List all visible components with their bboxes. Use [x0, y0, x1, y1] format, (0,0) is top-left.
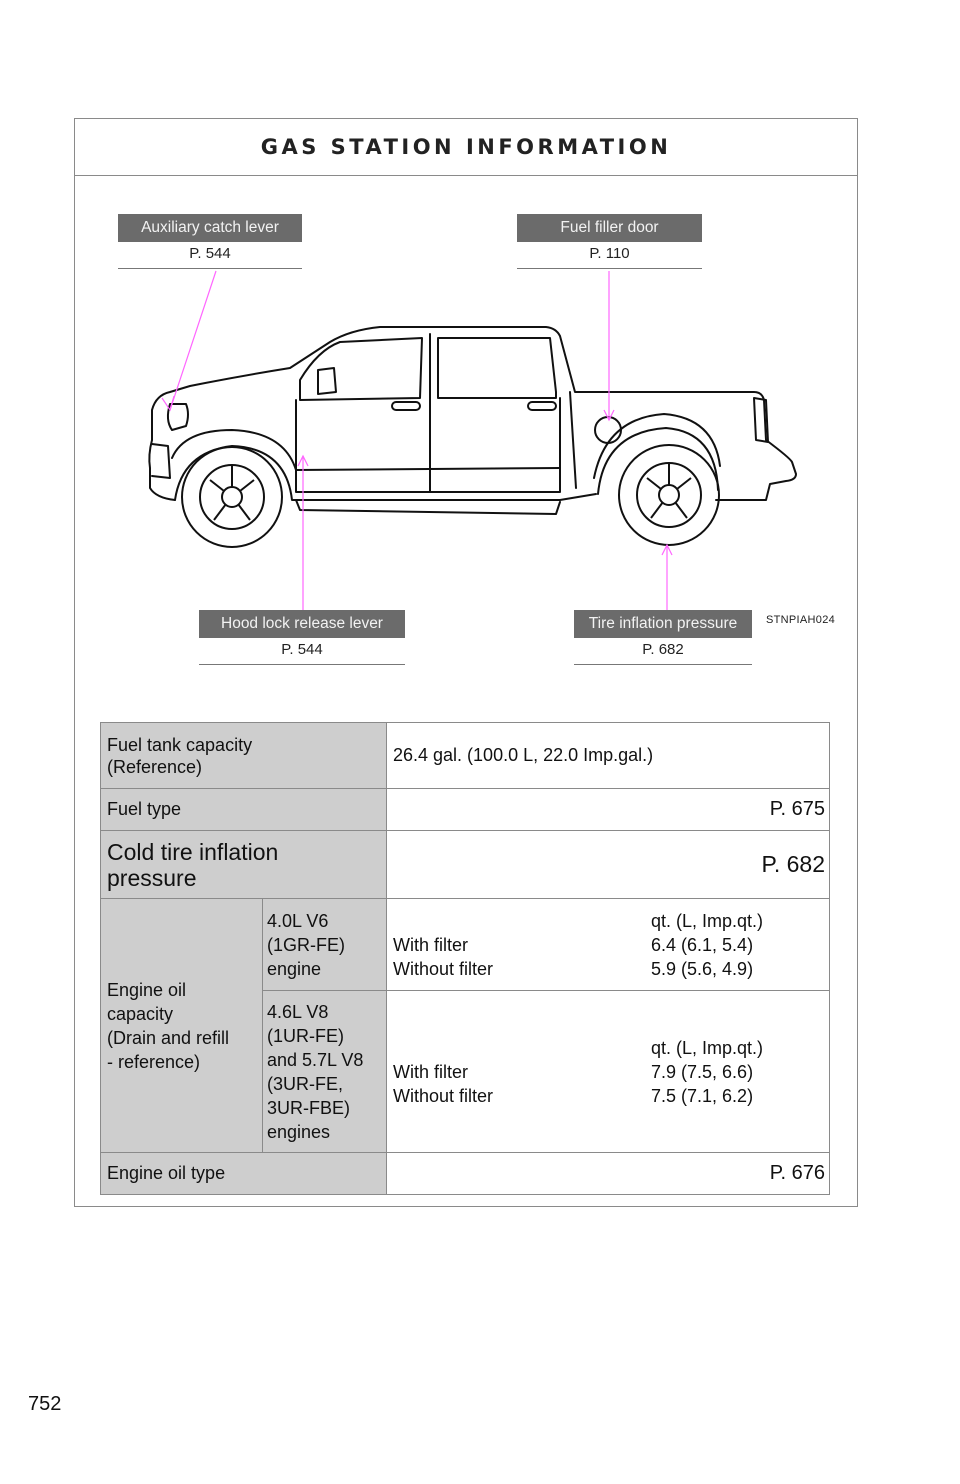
table-row-fuel-type [101, 789, 830, 831]
leader-aux-catch [170, 271, 216, 410]
oil-v8-rows: With filter Without filter [393, 1061, 494, 1106]
table-row-oil-type [101, 1153, 830, 1195]
callout-fuel-filler-door [517, 214, 702, 269]
callout-label: Fuel filler door [517, 214, 702, 242]
image-code: STNPIAH024 [766, 614, 836, 626]
fuel-type-label: Fuel type [101, 789, 387, 831]
table-row-cold-tire [101, 831, 830, 899]
engine-oil-type-value: P. 676 [387, 1153, 830, 1195]
callout-label: Tire inflation pressure [574, 610, 752, 638]
page-number: 752 [28, 1393, 62, 1415]
engine-v8-values [387, 991, 830, 1153]
cold-tire-value: P. 682 [387, 831, 830, 899]
callout-page-ref: P. 110 [517, 242, 702, 269]
rear-wheel [619, 445, 719, 545]
engine-v6-label: 4.0L V6 (1GR-FE) engine [263, 899, 387, 991]
oil-v6-amounts: qt. (L, Imp.qt.) 6.4 (6.1, 5.4) 5.9 (5.6, 4.9) [651, 910, 764, 979]
engine-oil-type-label: Engine oil type [101, 1153, 387, 1195]
callout-hood-lock-release-lever [199, 610, 405, 665]
engine-v6-values [387, 899, 830, 991]
table-row-fuel-capacity [101, 723, 830, 789]
callout-tire-inflation-pressure [574, 610, 752, 665]
engine-oil-capacity-label: Engine oil capacity (Drain and refill - reference) [101, 899, 263, 1153]
fuel-capacity-label: Fuel tank capacity (Reference) [101, 723, 387, 789]
callout-label: Auxiliary catch lever [118, 214, 302, 242]
callout-label: Hood lock release lever [199, 610, 405, 638]
callout-page-ref: P. 544 [199, 638, 405, 665]
callout-page-ref: P. 544 [118, 242, 302, 269]
oil-v8-amounts: qt. (L, Imp.qt.) 7.9 (7.5, 6.6) 7.5 (7.1, 6.2) [651, 1037, 764, 1106]
gas-station-info-table [100, 722, 830, 1195]
callout-leader-lines [162, 271, 672, 610]
fuel-capacity-value: 26.4 gal. (100.0 L, 22.0 Imp.gal.) [387, 723, 830, 789]
fuel-type-value: P. 675 [387, 789, 830, 831]
oil-v6-rows: With filter Without filter [393, 934, 494, 979]
page-title: GAS STATION INFORMATION [260, 135, 672, 159]
engine-v8-label: 4.6L V8 (1UR-FE) and 5.7L V8 (3UR-FE, 3UR-FBE) engines [263, 991, 387, 1153]
callout-auxiliary-catch-lever [118, 214, 302, 269]
front-wheel [182, 447, 282, 547]
table-row-oil-v6 [101, 899, 830, 991]
cold-tire-label: Cold tire inflation pressure [101, 831, 387, 899]
callout-page-ref: P. 682 [574, 638, 752, 665]
